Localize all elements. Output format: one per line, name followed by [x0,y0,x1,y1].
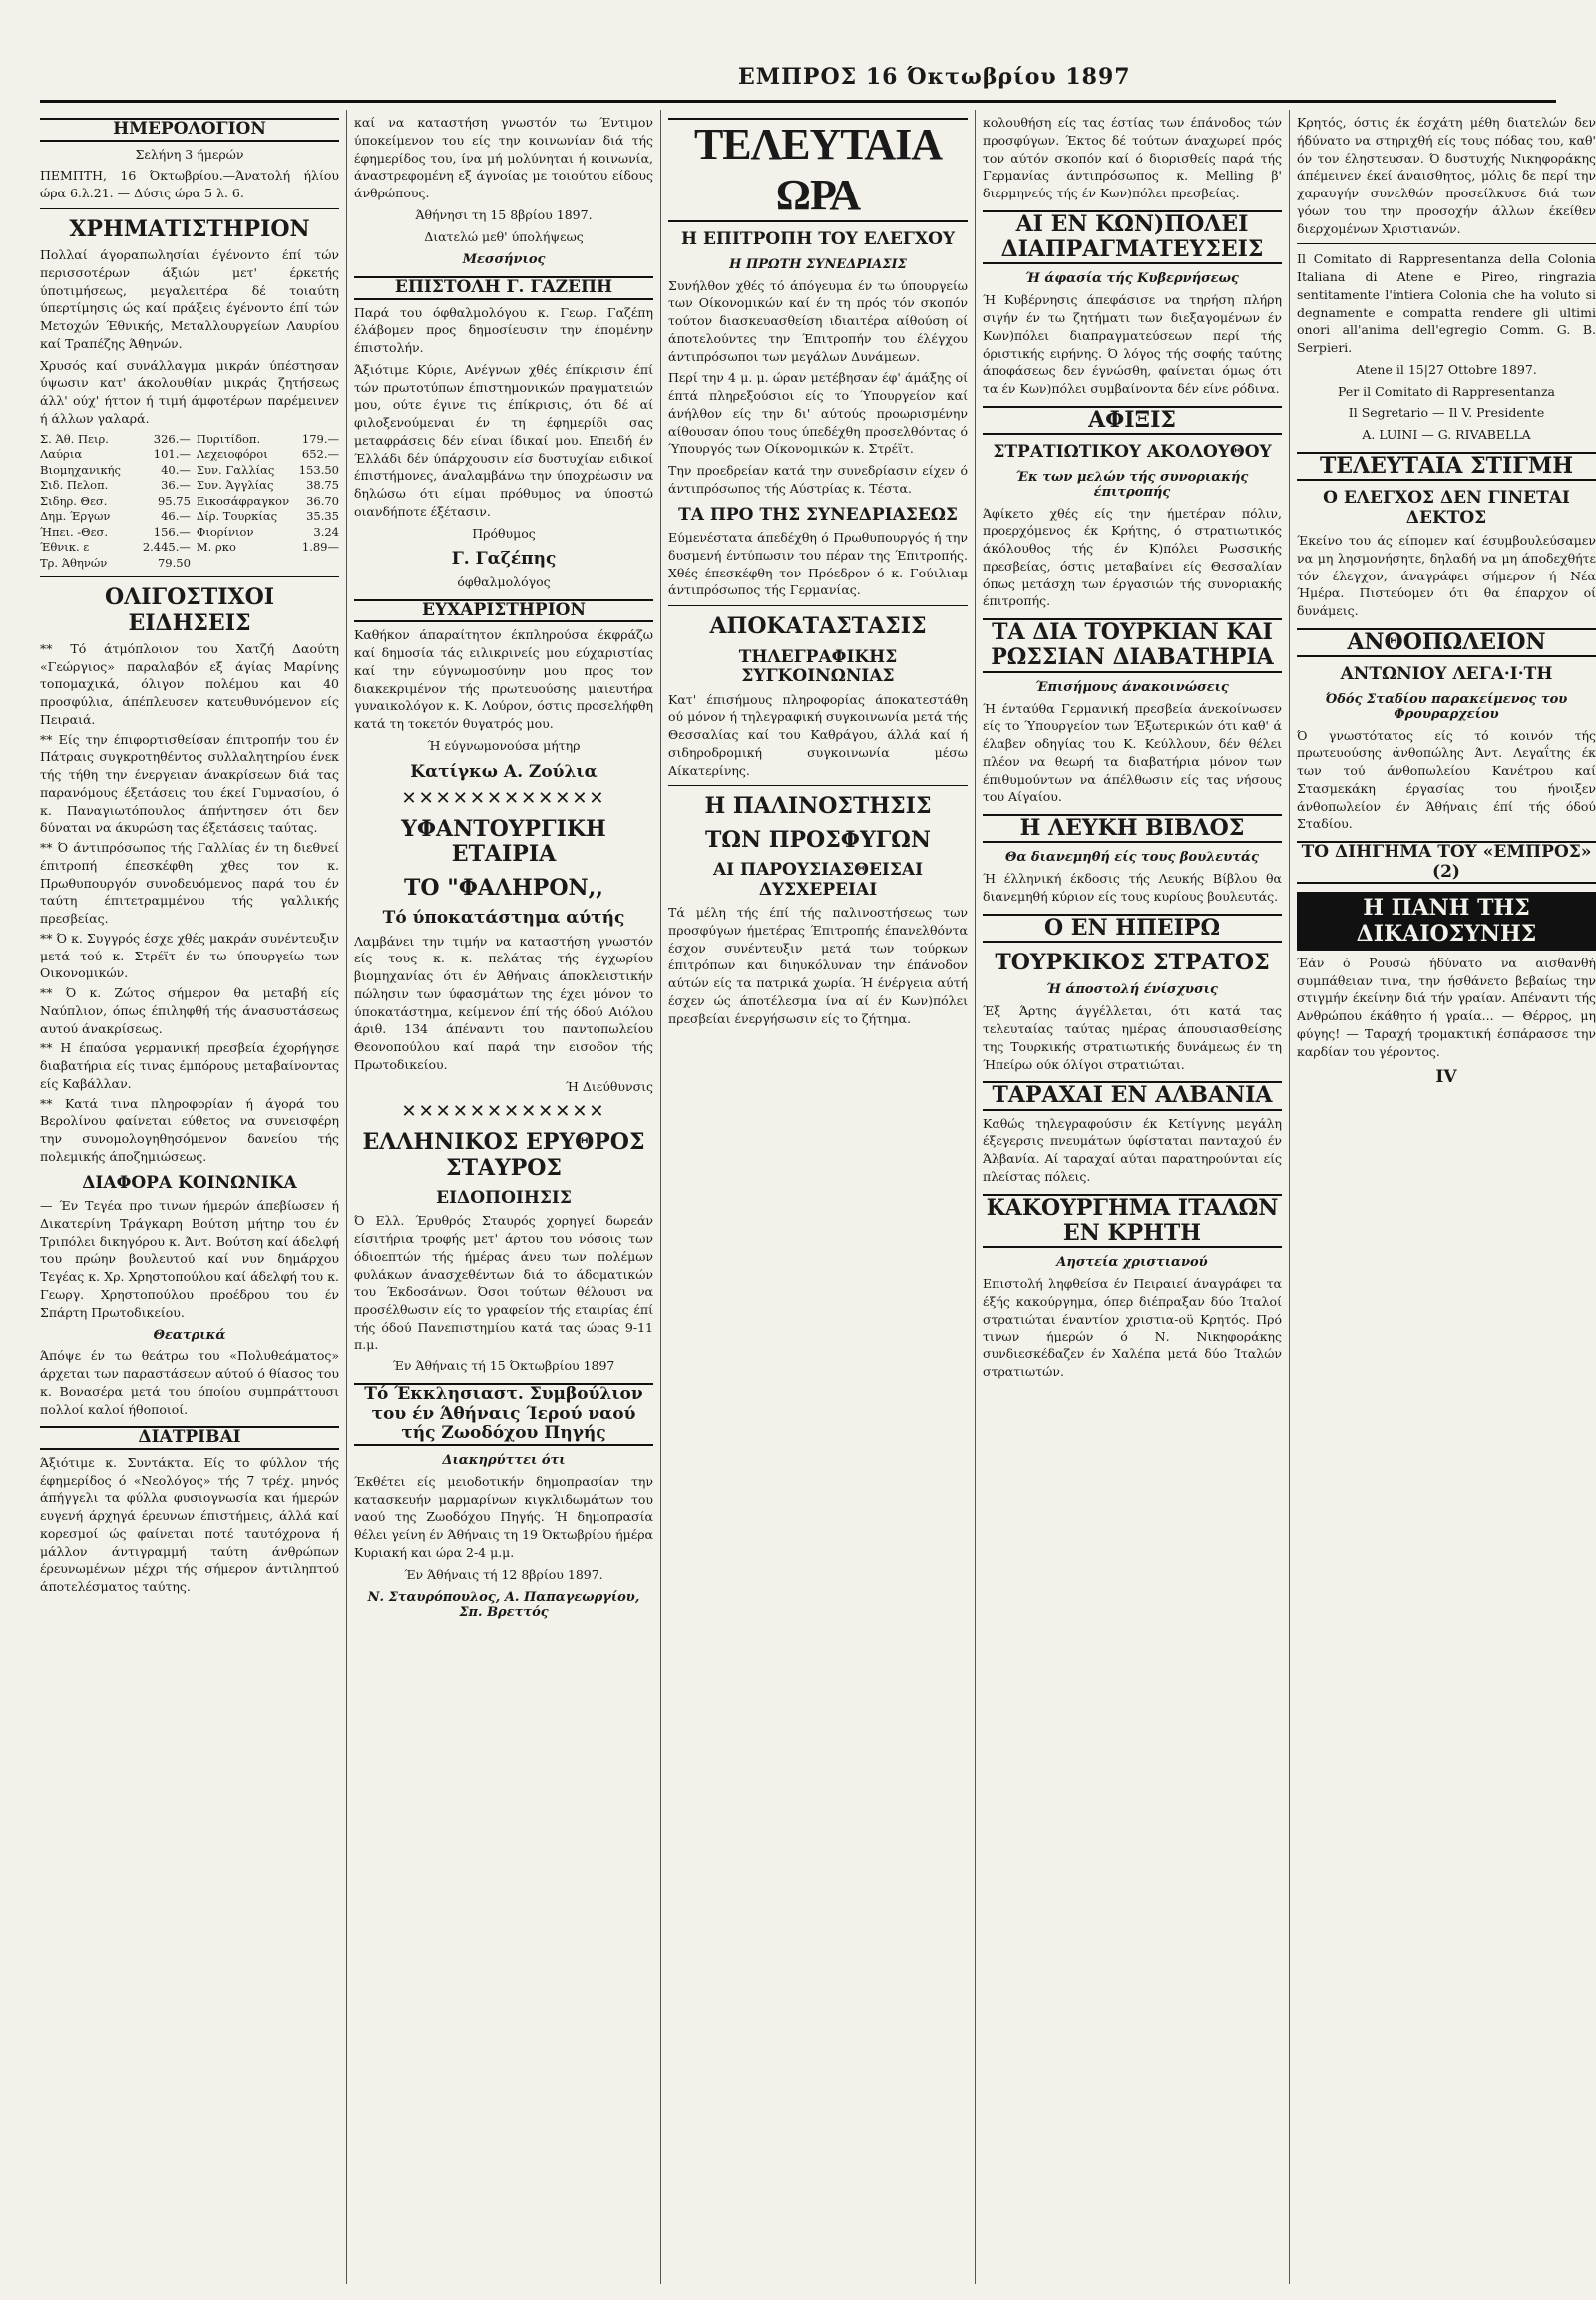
column-rule [660,110,661,2284]
letter-closing: Πρόθυμος [472,525,536,541]
last-moment-text: Έκείνο του άς είπομεν καί έσυμβουλεύσαμεν να μη λησμονήσητε, δηλαδή να μη άποδεχθήτε τόν έλεγχον, άναγράφει σήμερον ή Νέα Ήμέρα. Πιστεύομεν ότι θα έπαρχον οί δυνάμεις. [1297,533,1596,619]
thanks-closing: Ή εύγνωμονούσα μήτηρ [427,737,581,753]
passports-subheading: Έπισήμους άνακοινώσεις [1035,679,1229,695]
quote-cell: 179.— [301,431,339,446]
moon-phase: Σελήνη 3 ήμερών [135,146,244,162]
continuation-text: κολουθήση είς τας έστίας των έπάνοδος τών προσφύγων. Έκτος δέ τούτων άναχωρεί πρός τον αύτόν σκοπόν καί ό διορισθείς παρά τής Γερμανίας άντιπρόσωπος κ. Melling β' διερμηνεύς τής έν Κων)πόλει πρεσβείας. [983,115,1282,200]
quote-cell: 38.75 [306,478,339,493]
quote-cell: Σ. Άθ. Πειρ. [40,431,109,446]
ornament-divider: ✕✕✕✕✕✕✕✕✕✕✕✕ [401,788,606,810]
company-name: ΤΟ "ΦΑΛΗΡΟΝ,, [404,874,603,901]
crete-subheading: Αηστεία χριστιανού [1056,1255,1208,1271]
constantinople-text: Ή Κυβέρνησις άπεφάσισε να τηρήση πλήρη σιγήν έν τω ζητήματι των διεξαγομένων έν Κων)πόλει διαπραγματεύσεων περί τής όριστικής ειρήνης. Ό λόγος τής σοφής ταύτης άποφάσεως δεν έγνώσθη, φαίνεται όμως ότι τα έν Κων)πόλει συμβαίνοντα δέν είνε ρόδινα. [983,292,1282,397]
quote-cell: 36.70 [306,493,339,508]
quote-cell: Συν. Άγγλίας [196,478,274,493]
divider [668,785,968,786]
quote-cell: 95.75 [157,493,191,508]
quote-cell: Έθνικ. ε [40,540,90,555]
quote-cell: 101.— [153,447,191,462]
letter-intro: Παρά του όφθαλμολόγου κ. Γεωρ. Γαζέπη έλάβομεν προς δημοσίευσιν την έπομένην έπιστολήν. [354,304,653,356]
diatribes-text: Άξιότιμε κ. Συντάκτα. Είς το φύλλον τής έφημερίδος ό «Νεολόγος» τής 7 τρέχ. μηνός άπήγγελι τα φύλλα φυσιογνωσία και ήμερών ευγενή άρχηγά έρευνων έπιστήμεις, άλλά καί κορεσμοί ώς φαίνεται ποτέ ταυτόχρονα ή μάλλον άντιγραμμή ταύτη άνθρώπων έρευνωμένων μέχρι τής σήμερον άντιληπτού άποτελέσματος ταύτης. [40,1454,339,1595]
telegraph-heading: ΑΠΟΚΑΤΑΣΤΑΣΙΣ [709,613,927,640]
letter-text: Άξιότιμε Κύριε, Ανέγνων χθές έπίκρισιν έπί τών πρωτοτύπων έπιστημονικών πραγματειών μου, ούτε έγινε τις έπίκρισις, ότι δέ αί φιλοξενούμεναι έν τη έφημερίδι σας μεταφράσεις δέν είναι ίδικαί μου. Επειδή έν Έλλάδι δέν ύπάρχουσιν είσ δυστυχίαν ειδικοί έπιστήμονες, άναλαμβάνω την ύποχρέωσιν να δηλώσω ότι είμαι πρόθυμος να ύποστώ οιανδήποτε έξέτασιν. [354,361,653,519]
brief-news-item: ** Τό άτμόπλοιον του Χατζή Δαούτη «Γεώργιος» παραλαβόν εξ άγίας Μαρίνης τοπομαχικά, όλιγον πολέμου και 40 προσφύλια, άπέπλευσεν κατευθυνόμενον είς Πειραιά. [40,640,339,727]
control-text-2: Περί την 4 μ. μ. ώραν μετέβησαν έφ' άμάξης οί έπτά πληρεξούσιοι είς το Ύπουργείον καί άνήλθον είς την δι' αύτούς προωρισμένην αίθουσαν όπου τους ύπεδέχθη προσελθόντας ό Ύπουργός των Οίκονομικών κ. Στρέϊτ. [668,370,968,457]
before-session-text: Εύμενέστατα άπεδέχθη ό Πρωθυπουργός ή την δυσμενή έντύπωσιν του πέραν της Έπιτροπής. Χθές έπεσκέφθη τον Πρόεδρον ό κ. Γούιλιαμ άντιπρόσωπος τής Γερμανίας. [668,530,968,598]
brief-news-heading: ΟΛΙΓΟΣΤΙΧΟΙ ΕΙΔΗΣΕΙΣ [104,584,275,636]
passports-heading: ΤΑ ΔΙΑ ΤΟΥΡΚΙΑΝ ΚΑΙ ΡΩΣΣΙΑΝ ΔΙΑΒΑΤΗΡΙΑ [983,618,1282,673]
thanks-heading: ΕΥΧΑΡΙΣΤΗΡΙΟΝ [354,599,653,623]
refugees-heading-2: ΤΩΝ ΠΡΟΣΦΥΓΩΝ [705,826,931,853]
column-rule [346,110,347,2284]
arrivals-subheading: ΣΤΡΑΤΙΩΤΙΚΟΥ ΑΚΟΛΟΥΘΟΥ [993,442,1272,463]
church-text: Έκθέτει είς μειοδοτικήν δημοπρασίαν την κατασκευήν μαρμαρίνων κιγκλιδωμάτων του ναού της Ζωοδόχου Πηγής. Ή δημοπρασία θέλει γείνη έν Άθήναις τη 19 Όκτωβρίου ήμέρα Κυριακή και ώρα 2-4 μ.μ. [354,1473,653,1560]
telegraph-text: Κατ' έπισήμους πληροφορίας άποκατεστάθη ού μόνον ή τηλεγραφική συγκοινωνία μετά τής Θεσσαλίας καί του Καθράγου, άλλά καί ή σιδηροδρομική συγκοινωνία μέσω Αίκατερίνης. [668,691,968,778]
quote-cell: 153.50 [298,462,339,477]
thanks-text: Καθήκον άπαραίτητον έκπληρούσα έκφράζω καί δημοσία τάς ειλικρινείς μου εύχαριστίας καί την εύγνωμοσύνην μου προς τον διακεκριμένον τής πρωτευούσης μαιευτήρα γυναικολόγον κ. Κ. Λούρον, όστις προσελήφθη κατά τη τοκετόν θυγατρός μου. [354,627,653,732]
white-book-text: Ή έλληνική έκδοσις τής Λευκής Βίβλου θα διανεμηθή κύριον είς τους κυρίους βουλευτάς. [983,871,1282,905]
church-date: Έν Άθήναις τή 12 8βρίου 1897. [404,1566,603,1582]
florist-address: Όδός Σταδίου παρακείμενος του Φρουραρχείου [1325,691,1568,722]
white-book-subheading: Θα διανεμηθή είς τους βουλευτάς [1005,850,1259,866]
quote-cell: 156.— [153,524,191,539]
calendar-heading: ΗΜΕΡΟΛΟΓΙΟΝ [40,118,339,142]
constantinople-heading: ΑΙ ΕΝ ΚΩΝ)ΠΟΛΕΙ ΔΙΑΠΡΑΓΜΑΤΕΥΣΕΙΣ [983,210,1282,265]
letter-title: όφθαλμολόγος [457,575,551,590]
quote-cell: 79.50 [157,555,191,570]
arrivals-text: Άφίκετο χθές είς την ήμετέραν πόλιν, προερχόμενος έκ Κρήτης, ό στρατιωτικός άκόλουθος τής έν Κ)πόλει Ρωσσικής πρεσβείας, όστις μεταβαίνει είς Θεσσαλίαν όπως μετάσχη των έργασιών τής συνοριακής έπιτροπής. [983,505,1282,609]
market-text-2: Χρυσός καί συνάλλαγμα μικράν ύπέστησαν ύψωσιν κατ' άκολουθίαν μικράς ζητήσεως άλλ' ούχ' ήττον ή τιμή άμφοτέρων παρέμεινεν ή άλλων γαλαρά. [40,357,339,426]
control-text-3: Την προεδρείαν κατά την συνεδρίασιν είχεν ό άντιπρόσωπος τής Αύστρίας κ. Τέστα. [668,463,968,496]
florist-name: ΑΝΤΩΝΙΟΥ ΛΕΓΑ·Ι·ΤΗ [1340,664,1553,685]
divider [40,208,339,209]
intro-date: Άθήνησι τη 15 8βρίου 1897. [415,206,593,222]
brief-news-item: ** Κατά τινα πληροφορίαν ή άγορά του Βερολίνου φαίνεται εύθετος να συνεισφέρη την συνομολογηθησόμενον δανείου τής πολεμικής άποζημιώσεως. [40,1095,339,1164]
quote-cell [299,556,339,572]
italian-notice: Il Comitato di Rappresentanza della Colonia Italiana di Atene e Pireo, ringrazia sentitamente l'intiera Colonia che ha voluto si degnamente e compatta rendere gli ultimi onori all'anima dell'egregio Comm. G. B. Serpieri. [1297,251,1596,355]
red-cross-subheading: ΕΙΔΟΠΟΙΗΣΙΣ [436,1187,572,1208]
before-session-heading: ΤΑ ΠΡΟ ΤΗΣ ΣΥΝΕΔΡΙΑΣΕΩΣ [678,504,958,525]
column-5 [1297,110,1596,2284]
florist-heading: ΑΝΘΟΠΩΛΕΙΟΝ [1297,628,1596,657]
quote-cell: 46.— [161,509,191,524]
social-text: — Έν Τεγέα προ τινων ήμερών άπεβίωσεν ή Δικατερίνη Τράγκαρη Βούτση μήτηρ του έν Τριπόλει δικηγόρου κ. Άντ. Βούτση καί άδελφή του πρώην βουλευτού καί νυν δημάρχου Τεγέας κ. Χρ. Χρηστοπούλου καί άδελφή του κ. Γεωργ. Χρηστοπούλου προέδρου του έν Σπάρτη Πρωτοδικείου. [40,1198,339,1320]
last-moment-subheading: Ο ΕΛΕΓΧΟΣ ΔΕΝ ΓΙΝΕΤΑΙ ΔΕΚΤΟΣ [1323,488,1570,528]
quote-cell: 1.89— [301,540,339,555]
social-heading: ΔΙΑΦΟΡΑ ΚΟΙΝΩΝΙΚΑ [82,1172,297,1193]
divider [1297,243,1596,244]
florist-text: Ό γνωστότατος είς τό κοινόν τής πρωτευούσης άνθοπώλης Άντ. Λεγαΐτης έκ των τού άνθοπωλείου Κανέτρου καί Στασμεκάκη έργασίας του ήνοιξεν άνθοπωλείον έν Άθήναις έπί τής όδού Σταδίου. [1297,727,1596,832]
epirus-heading-2: ΤΟΥΡΚΙΚΟΣ ΣΤΡΑΤΟΣ [995,950,1270,976]
arrivals-heading: ΑΦΙΞΙΣ [983,406,1282,435]
white-book-heading: Η ΛΕΥΚΗ ΒΙΒΛΟΣ [983,814,1282,843]
company-signature: Ή Διεύθυνσις [565,1078,653,1094]
last-hour-heading: ΤΕΛΕΥΤΑΙΑ ΩΡΑ [668,118,968,222]
church-heading: Τό Έκκλησιαστ. Συμβούλιον του έν Άθήναις Ίερού ναού τής Ζωοδόχου Πηγής [354,1383,653,1446]
story-text: Έάν ό Ρουσώ ήδύνατο να αισθανθή συμπάθειαν τινα, την ήσθάνετο βεβαίως την στιγμήν έκείνην διά τήν γραίαν. Απέναντι τής Ανθρώπου έκάθητο ή γραία... — Θέρρος, μη φύγης! — Ταραχή τρομακτική έσπάρασσε την καρδίαν του γέροντος. [1297,955,1596,1059]
brief-news-item: ** Είς την έπιφορτισθείσαν έπιτροπήν του έν Πάτραις συγκροτηθέντος συλλαλητηρίου ένεκ τής τήθη την ένεργειαν άνακρίσεων διά τας παρανόμους έξετάσεις του έκεί Γυμνασίου, ό κ. Παναγιωτόπουλος άπήντησεν ότι δεν δύναται να άκυρώση τας έξετάσεις ταύτας. [40,731,339,836]
quote-cell: 3.24 [313,524,339,539]
arrivals-note: Έκ των μελών τής συνοριακής έπιτροπής [1015,469,1249,500]
column-2 [354,110,653,2284]
quotes-table [40,432,339,572]
story-chapter: IV [1435,1067,1457,1088]
quote-cell: Βιομηχανικής [40,462,121,477]
brief-news-item: ** Ό κ. Ζώτος σήμερον θα μεταβή είς Ναύπλιον, όπως έπιληφθή τής άνασυστάσεως αυτού άνακρίσεως. [40,985,339,1036]
company-heading: ΥΦΑΝΤΟΥΡΓΙΚΗ ΕΤΑΙΡΙΑ [401,816,606,868]
quote-cell: 652.— [301,447,339,462]
quote-cell: Δημ. Έργων [40,509,111,524]
brief-news-list [40,640,339,1166]
letter-heading: ΕΠΙΣΤΟΛΗ Γ. ΓΑΖΕΠΗ [354,276,653,300]
masthead-title: ΕΜΠΡΟΣ 16 Όκτωβρίου 1897 [738,64,1131,90]
red-cross-heading: ΕΛΛΗΝΙΚΟΣ ΕΡΥΘΡΟΣ ΣΤΑΥΡΟΣ [362,1129,645,1181]
column-4 [983,110,1282,2284]
quote-cell: 35.35 [306,509,339,524]
quote-cell: Λαύρια [40,447,83,462]
diatribes-heading: ΔΙΑΤΡΙΒΑΙ [40,1426,339,1450]
intro-signature: Μεσσήνιος [462,252,546,268]
theatre-text: Άπόψε έν τω θεάτρω του «Πολυθεάματος» άρχεται των παραστάσεων αύτού ό θίασος του κ. Βονασέρα μετά του όποίου συμπράττουσι πολλοί καλοί ήθοποιοί. [40,1348,339,1417]
story-heading: Η ΠΑΝΗ ΤΗΣ ΔΙΚΑΙΟΣΥΝΗΣ [1297,892,1596,951]
continuation-text-2: Κρητός, όστις έκ έσχάτη μέθη διατελών δεν ήδύνατο να στηριχθή είς τους πόδας του, καθ' όν τον έληστευσαν. Ό δυστυχής Νικηφοράκης άπέμεινεν έκεί άναισθητος, μόλις δε περί την χαραυγήν συνελθών προσείλκυσε διά των γόων του την προσοχήν άλλων έκείθεν διερχομένων Χριστιανών. [1297,115,1596,236]
quote-cell: Εικοσάφραγκον [196,493,290,508]
control-text-1: Συνήλθον χθές τό άπόγευμα έν τω ύπουργείω των Οίκονομικών καί έν τη πρός τόν σκοπόν τούτον διασκευασθείση ιδιαιτέρα αίθούση οί άποτελούντες την Έπιτροπήν του έλέγχου άντιπρόσωποι των μεγάλων Δυνάμεων. [668,277,968,364]
quote-cell: 40.— [161,462,191,477]
story-bar: ΤΟ ΔΙΗΓΗΜΑ ΤΟΥ «ΕΜΠΡΟΣ» (2) [1297,841,1596,884]
theatre-heading: Θεατρικά [153,1328,226,1343]
italian-signatures: A. LUINI — G. RIVABELLA [1362,427,1531,442]
quote-cell: Τρ. Άθηνών [40,555,108,570]
crete-heading: ΚΑΚΟΥΡΓΗΜΑ ΙΤΑΛΩΝ ΕΝ ΚΡΗΤΗ [983,1194,1282,1249]
refugees-subheading: ΑΙ ΠΑΡΟΥΣΙΑΣΘΕΙΣΑΙ ΔΥΣΧΕΡΕΙΑΙ [712,859,924,900]
quote-cell: Φιορίνιον [196,524,254,539]
column-1 [40,110,339,2284]
epirus-text: Έξ Άρτης άγγέλλεται, ότι κατά τας τελευταίας ταύτας ημέρας άπουσιασθείσης της Τουρκικής στρατιωτικής δυνάμεως έν τη Ήπείρω ούκ όλίγοι στρατιώται. [983,1003,1282,1072]
church-subheading: Διακηρύττει ότι [442,1452,566,1468]
quote-cell: Λεχειοφόροι [196,447,268,462]
albania-heading: ΤΑΡΑΧΑΙ ΕΝ ΑΛΒΑΝΙΑ [983,1081,1282,1110]
refugees-text: Τά μέλη τής έπί τής παλινοστήσεως των προσφύγων ήμετέρας Έπιτροπής έπανελθόντα έσχον συνέντευξιν μετά των τούρκων έπιτρόπων και διηυκόλυναν την έπάνοδον αύτών είς τα πατρικά χωρία. Ή ένέργεια αύτή έσχεν ώς άποτέλεσμα ίνα αί έν Κων)πόλει πρεσβείαι ένεργήσωσιν είς το ζήτημα. [668,905,968,1026]
column-rule [975,110,976,2284]
last-moment-heading: ΤΕΛΕΥΤΑΙΑ ΣΤΙΓΜΗ [1297,452,1596,481]
italian-titles: Il Segretario — Il V. Presidente [1348,405,1545,421]
crete-text: Επιστολή ληφθείσα έν Πειραιεί άναγράφει τα έξής κακούργημα, όπερ διέπραξαν δύο Ίταλοί στρατιώται έναντίον χριστια-οϋ Κρητός. Πρό τινων ήμερών ό Ν. Νικηφοράκης συνδιεσκέδαζεν έν Χαλέπα μετά δύο Ίταλών στρατιωτών. [983,1276,1282,1379]
red-cross-date: Έν Άθήναις τή 15 Όκτωβρίου 1897 [392,1358,615,1374]
brief-news-item: ** Ό άντιπρόσωπος τής Γαλλίας έν τη διεθνεί έπιτροπή έπεσκέφθη χθες τον κ. Πρωθυπουργόν συνοδευόμενος παρά του έν ταύτη έπιτετραμμένου τής γαλλικής πρεσβείας. [40,840,339,927]
epirus-heading: Ο ΕΝ ΗΠΕΙΡΩ [983,914,1282,943]
column-rule [1289,110,1290,2284]
date-line: ΠΕΜΠΤΗ, 16 Όκτωβρίου.—Άνατολή ήλίου ώρα 6.λ.21. — Δύσις ώρα 5 λ. 6. [40,168,339,201]
column-3 [668,110,968,2284]
refugees-heading: Η ΠΑΛΙΝΟΣΤΗΣΙΣ [704,793,932,820]
market-heading: ΧΡΗΜΑΤΙΣΤΗΡΙΟΝ [69,215,310,242]
brief-news-item: ** Η έπαύσα γερμανική πρεσβεία έχορήγησε διαβατήρια είς τινας έμπόρους μεταβαίνοντας είς Καβάλλαν. [40,1040,339,1091]
control-committee-heading: Η ΕΠΙΤΡΟΠΗ ΤΟΥ ΕΛΕΓΧΟΥ [680,229,956,250]
letter-signature: Γ. Γαζέπης [451,549,557,570]
ornament-divider: ✕✕✕✕✕✕✕✕✕✕✕✕ [401,1101,606,1123]
company-subheading: Τό ύποκατάστημα αύτής [382,908,625,929]
quote-cell: Σιδ. Πελοπ. [40,478,109,493]
company-text: Λαμβάνει την τιμήν να καταστήση γνωστόν είς τους κ. κ. πελάτας τής έγχωρίου βιομηχανίας ότι έν Άθήναις άποκλειστικήν πώλησιν των ύφασμάτων της έχει μόνον το ύποκατάστημα, κείμενον έπί τής όδού Αιόλου άριθ. 134 άπέναντι του παντοπωλείου Θεονοπούλου καί παρά την εισοδον τής Πρωτοδικείου. [354,933,653,1072]
albania-text: Καθώς τηλεγραφούσιν έκ Κετίγνης μεγάλη έξεγερσις πνευμάτων ύφίσταται πανταχού έν Άλβανία. Αί ταραχαί αύται παρατηρούνται είς πλείστας πόλεις. [983,1115,1282,1184]
masthead [40,60,1556,103]
quote-cell: 326.— [153,431,191,446]
red-cross-text: Ό Ελλ. Έρυθρός Σταυρός χορηγεί δωρεάν είσιτήρια τροφής μετ' άρτου του νόσοις των όδιοεπτών τής ήμέρας άνευ των πολέμων φυλάκων άνασχεθέντων διά το άδοματικών του Έκδοσάνων. Όσοι τούτων θέλουσι να προσέλθωσιν είς το γραφείον τής εταιρίας έπί τής όδού Πανεπιστημίου κατά τας ώρας 9-11 π.μ. [354,1213,653,1352]
intro-text: καί να καταστήση γνωστόν τω Έντιμον ύποκείμενον του είς την κοινωνίαν διά τής έφημερίδος του, ίνα μή μολύνηται ή κοινωνία, άναστρεφομένη εξ άγνοίας με τοιούτου είδους άνθρώπους. [354,115,653,200]
quote-cell [197,556,293,572]
quote-cell: Συν. Γαλλίας [196,462,275,477]
quote-cell: Μ. ρκο [196,540,236,555]
constantinople-subheading: Ή άφασία τής Κυβερνήσεως [1025,271,1239,287]
quote-cell: Δίρ. Τουρκίας [196,509,278,524]
quote-cell: Πυριτίδοπ. [196,431,261,446]
divider [40,576,339,577]
italian-date: Atene il 15|27 Ottobre 1897. [1356,361,1537,377]
epirus-subheading: Ή άποστολή ένίσχυσις [1046,982,1218,998]
quote-cell: 36.— [161,478,191,493]
passports-text: Ή ένταύθα Γερμανική πρεσβεία άνεκοίνωσεν είς το Ύπουργείον των Έξωτερικών ότι καθ' ά έλαβεν οδηγίας του Κ. Κεύλλουν, δέν θέλει πλέον να θεωρή τα διαβατήρια μόνον των έπιθυμούντων να άπέλθωσιν είς τας νήσους του Αίγαίου. [983,700,1282,805]
telegraph-subheading: ΤΗΛΕΓΡΑΦΙΚΗΣ ΣΥΓΚΟΙΝΩΝΙΑΣ [738,646,898,687]
thanks-signature: Κατίγκω Α. Ζούλια [410,761,598,782]
market-text: Πολλαί άγοραπωλησίαι έγένοντο έπί τών περισσοτέρων άξιών μετ' έρκετής ύποτιμήσεως, μεγαλειτέρα δέ τοιαύτη ύπερτίμησις ώς καί πράξεις έγένοντο έπί τών Μετοχών Έθνικής, Μεταλλουργείων Λαυρίου καί Τραπέζης Άθηνών. [40,247,339,351]
italian-committee: Per il Comitato di Rappresentanza [1337,383,1556,399]
church-signatures: Ν. Σταυρόπουλος, Α. Παπαγεωργίου, Σπ. Βρεττός [367,1590,640,1621]
divider [668,605,968,606]
quote-cell: Ήπει. -Θεσ. [40,524,109,539]
quote-cell: 2.445.— [142,540,191,555]
brief-news-item: ** Ό κ. Συγγρός έσχε χθές μακράν συνέντευξιν μετά τού κ. Στρέϊτ έν τω ύπουργείω των Οικονομικών. [40,930,339,981]
quote-cell: Σιδηρ. Θεσ. [40,493,108,508]
first-session-heading: Η ΠΡΩΤΗ ΣΥΝΕΔΡΙΑΣΙΣ [729,256,907,272]
intro-regards: Διατελώ μεθ' ύπολήψεως [424,228,584,244]
